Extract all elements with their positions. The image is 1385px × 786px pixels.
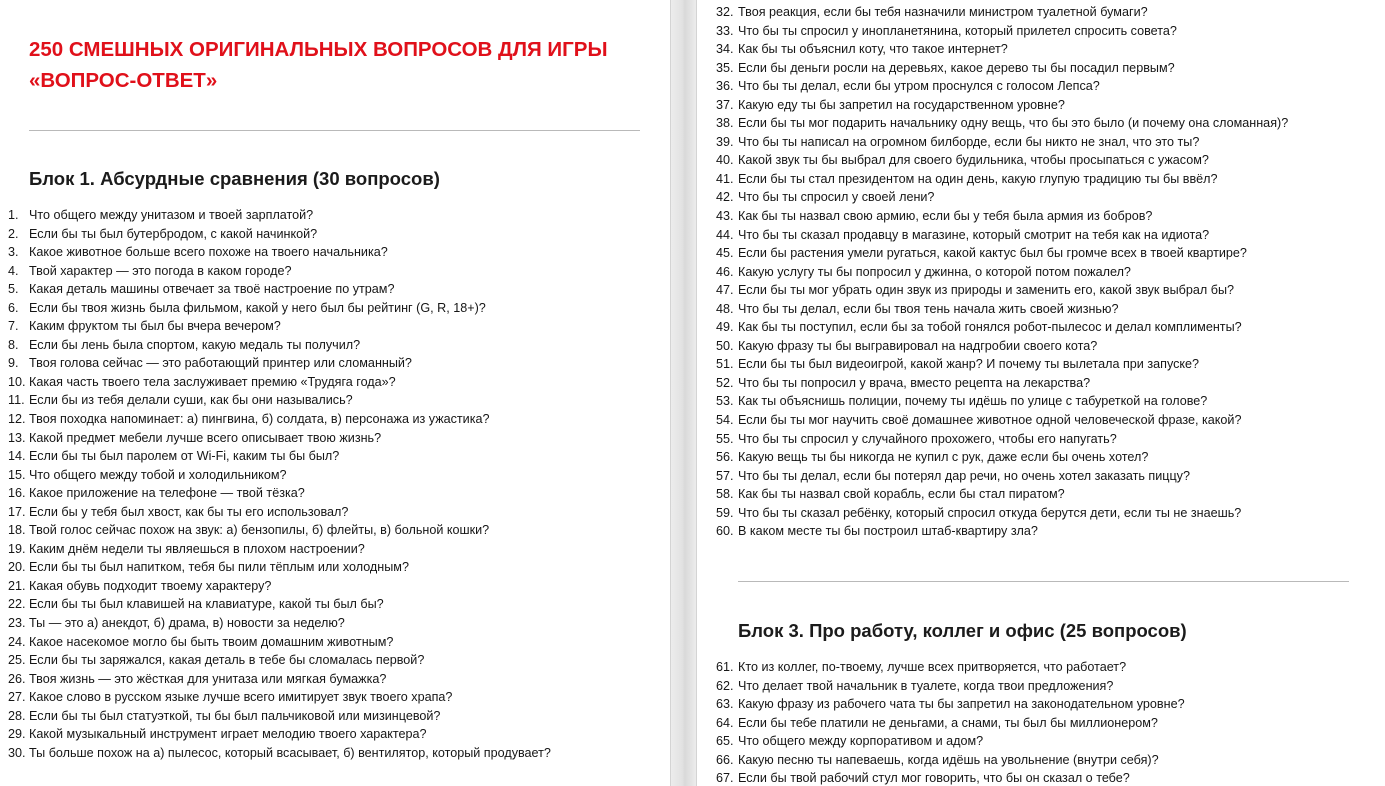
- list-item: [716, 281, 1288, 300]
- question-text: Если бы ты мог научить своё домашнее животное одной человеческой фразе, какой?: [738, 413, 1242, 428]
- question-text: Что бы ты делал, если бы твоя тень начала жить своей жизнью?: [738, 301, 1119, 316]
- list-item: [716, 300, 1288, 319]
- question-number: 43.: [716, 209, 734, 224]
- question-number: 34.: [716, 42, 734, 57]
- question-number: 4.: [8, 263, 19, 278]
- question-number: 48.: [716, 301, 734, 316]
- list-item: [716, 22, 1288, 41]
- question-number: 44.: [716, 227, 734, 242]
- list-item: [716, 751, 1185, 770]
- question-text: Что общего между унитазом и твоей зарплатой?: [29, 208, 314, 222]
- list-item: [8, 707, 551, 726]
- list-item: [8, 577, 551, 596]
- list-item: [716, 337, 1288, 356]
- question-text: Кто из коллег, по-твоему, лучше всех притворяется, что работает?: [738, 660, 1127, 674]
- list-item: [716, 355, 1288, 374]
- question-text: Ты больше похож на а) пылесос, который всасывает, б) вентилятор, который продувает?: [29, 745, 551, 760]
- question-number: 19.: [8, 541, 26, 556]
- question-number: 51.: [716, 357, 734, 372]
- question-number: 29.: [8, 727, 26, 742]
- question-number: 10.: [8, 374, 26, 389]
- question-text: Что бы ты делал, если бы потерял дар речи, но очень хотел заказать пиццу?: [738, 468, 1190, 483]
- question-text: Какой звук ты бы выбрал для своего будильника, чтобы просыпаться с ужасом?: [738, 153, 1209, 168]
- list-item: [716, 207, 1288, 226]
- horizontal-rule: [738, 581, 1349, 582]
- question-number: 7.: [8, 319, 19, 334]
- question-text: Какое животное больше всего похоже на твоего начальника?: [29, 245, 388, 260]
- question-text: Если бы из тебя делали суши, как бы они назывались?: [29, 393, 353, 408]
- list-item: [8, 243, 551, 262]
- question-text: Твоя голова сейчас — это работающий принтер или сломанный?: [29, 356, 412, 371]
- list-item: [8, 633, 551, 652]
- list-item: [8, 688, 551, 707]
- question-number: 64.: [716, 715, 734, 730]
- list-item: [716, 59, 1288, 78]
- question-text: Что бы ты попросил у врача, вместо рецепта на лекарства?: [738, 375, 1091, 390]
- list-item: [8, 614, 551, 633]
- question-number: 49.: [716, 320, 734, 335]
- question-number: 6.: [8, 300, 19, 315]
- question-number: 12.: [8, 412, 26, 427]
- question-text: Если бы ты стал президентом на один день, какую глупую традицию ты бы ввёл?: [738, 171, 1218, 186]
- question-text: Как бы ты объяснил коту, что такое интернет?: [738, 42, 1008, 57]
- question-number: 40.: [716, 153, 734, 168]
- question-number: 67.: [716, 771, 734, 786]
- question-number: 63.: [716, 697, 734, 712]
- list-item: [716, 226, 1288, 245]
- question-text: Что общего между корпоративом и адом?: [738, 734, 984, 749]
- question-text: Твоя реакция, если бы тебя назначили министром туалетной бумаги?: [738, 5, 1148, 19]
- question-text: Если бы ты был паролем от Wi-Fi, каким ты бы был?: [29, 449, 340, 464]
- question-text: Твой характер — это погода в каком городе?: [29, 263, 292, 278]
- question-text: Какую еду ты бы запретил на государственном уровне?: [738, 97, 1065, 112]
- list-item: [8, 280, 551, 299]
- question-number: 62.: [716, 678, 734, 693]
- question-number: 26.: [8, 671, 26, 686]
- list-item: [716, 522, 1288, 541]
- question-number: 24.: [8, 634, 26, 649]
- question-number: 41.: [716, 171, 734, 186]
- question-text: Какая часть твоего тела заслуживает премию «Трудяга года»?: [29, 374, 396, 389]
- document-title-line-1: 250 СМЕШНЫХ ОРИГИНАЛЬНЫХ ВОПРОСОВ ДЛЯ ИГРЫ: [29, 38, 608, 61]
- list-item: [8, 503, 551, 522]
- list-item: [8, 595, 551, 614]
- question-number: 20.: [8, 560, 26, 575]
- list-item: [716, 96, 1288, 115]
- list-item: [716, 769, 1185, 786]
- list-item: [716, 374, 1288, 393]
- question-text: Если бы ты заряжался, какая деталь в тебе бы сломалась первой?: [29, 653, 425, 668]
- list-item: [716, 430, 1288, 449]
- question-text: Если бы ты был видеоигрой, какой жанр? И почему ты вылетала при запуске?: [738, 357, 1200, 372]
- list-item: [716, 467, 1288, 486]
- question-text: Если бы ты был напитком, тебя бы пили тёплым или холодным?: [29, 560, 409, 575]
- page-gutter: [670, 0, 697, 786]
- question-number: 39.: [716, 134, 734, 149]
- question-number: 28.: [8, 708, 26, 723]
- question-number: 9.: [8, 356, 19, 371]
- question-number: 47.: [716, 283, 734, 298]
- question-text: Если бы твой рабочий стул мог говорить, что бы он сказал о тебе?: [738, 771, 1130, 786]
- question-number: 14.: [8, 449, 26, 464]
- question-text: Твоя жизнь — это жёсткая для унитаза или мягкая бумажка?: [29, 671, 387, 686]
- list-item: [716, 392, 1288, 411]
- question-text: Если бы тебе платили не деньгами, а снами, ты был бы миллионером?: [738, 715, 1158, 730]
- list-item: [716, 504, 1288, 523]
- question-text: Какую фразу из рабочего чата ты бы запретил на законодательном уровне?: [738, 697, 1185, 712]
- question-number: 55.: [716, 431, 734, 446]
- question-number: 42.: [716, 190, 734, 205]
- question-number: 46.: [716, 264, 734, 279]
- list-item: [8, 651, 551, 670]
- question-text: Если бы ты был статуэткой, ты бы был пальчиковой или мизинцевой?: [29, 708, 441, 723]
- question-text: Если бы твоя жизнь была фильмом, какой у него был бы рейтинг (G, R, 18+)?: [29, 300, 486, 315]
- question-number: 36.: [716, 79, 734, 94]
- document-page-left: [0, 0, 670, 786]
- question-text: Что общего между тобой и холодильником?: [29, 467, 287, 482]
- question-text: Твоя походка напоминает: а) пингвина, б) солдата, в) персонажа из ужастика?: [29, 412, 490, 427]
- question-number: 61.: [716, 660, 734, 674]
- list-item: [716, 263, 1288, 282]
- question-number: 35.: [716, 60, 734, 75]
- question-text: Как бы ты назвал свой корабль, если бы стал пиратом?: [738, 487, 1065, 502]
- list-item: [8, 744, 551, 763]
- question-number: 11.: [8, 393, 25, 408]
- list-item: [716, 695, 1185, 714]
- question-text: Если бы ты мог подарить начальнику одну вещь, что бы это было (и почему она сломанная)?: [738, 116, 1289, 131]
- question-text: Если бы деньги росли на деревьях, какое дерево ты бы посадил первым?: [738, 60, 1175, 75]
- question-text: Какую вещь ты бы никогда не купил с рук, даже если бы очень хотел?: [738, 450, 1149, 465]
- question-number: 17.: [8, 504, 26, 519]
- question-number: 1.: [8, 208, 19, 222]
- block-3-question-list: [716, 658, 1185, 786]
- question-text: Какое приложение на телефоне — твой тёзка?: [29, 486, 305, 501]
- question-number: 50.: [716, 338, 734, 353]
- question-text: Какое насекомое могло бы быть твоим домашним животным?: [29, 634, 394, 649]
- list-item: [716, 3, 1288, 22]
- question-number: 15.: [8, 467, 26, 482]
- question-text: Если бы у тебя был хвост, как бы ты его использовал?: [29, 504, 349, 519]
- list-item: [8, 354, 551, 373]
- document-title: [29, 34, 649, 96]
- question-number: 13.: [8, 430, 26, 445]
- list-item: [8, 484, 551, 503]
- list-item: [8, 670, 551, 689]
- question-number: 22.: [8, 597, 26, 612]
- list-item: [8, 391, 551, 410]
- list-item: [716, 732, 1185, 751]
- list-item: [716, 485, 1288, 504]
- question-text: Если бы ты был бутербродом, с какой начинкой?: [29, 226, 318, 241]
- question-text: Какую песню ты напеваешь, когда идёшь на увольнение (внутри себя)?: [738, 752, 1159, 767]
- list-item: [8, 317, 551, 336]
- list-item: [716, 244, 1288, 263]
- question-text: Твой голос сейчас похож на звук: а) бензопилы, б) флейты, в) больной кошки?: [29, 523, 490, 538]
- question-text: Какую услугу ты бы попросил у джинна, о которой потом пожалел?: [738, 264, 1131, 279]
- list-item: [8, 447, 551, 466]
- list-item: [716, 170, 1288, 189]
- list-item: [8, 466, 551, 485]
- question-text: Что делает твой начальник в туалете, когда твои предложения?: [738, 678, 1114, 693]
- list-item: [8, 373, 551, 392]
- block-2-question-list: [716, 3, 1288, 541]
- list-item: [8, 540, 551, 559]
- question-text: Каким днём недели ты являешься в плохом настроении?: [29, 541, 365, 556]
- list-item: [8, 725, 551, 744]
- question-number: 53.: [716, 394, 734, 409]
- list-item: [8, 429, 551, 448]
- list-item: [716, 677, 1185, 696]
- question-number: 27.: [8, 690, 26, 705]
- question-number: 60.: [716, 524, 734, 539]
- question-number: 56.: [716, 450, 734, 465]
- document-title-line-2: «ВОПРОС-ОТВЕТ»: [29, 69, 218, 92]
- question-text: Как бы ты назвал свою армию, если бы у тебя была армия из бобров?: [738, 209, 1153, 224]
- list-item: [716, 411, 1288, 430]
- list-item: [716, 114, 1288, 133]
- question-number: 33.: [716, 23, 734, 38]
- block-1-heading: Блок 1. Абсурдные сравнения (30 вопросов): [29, 168, 440, 189]
- document-page-right: [697, 0, 1385, 786]
- list-item: [716, 318, 1288, 337]
- question-number: 58.: [716, 487, 734, 502]
- question-number: 3.: [8, 245, 19, 260]
- question-number: 30.: [8, 745, 26, 760]
- question-number: 2.: [8, 226, 19, 241]
- list-item: [716, 77, 1288, 96]
- list-item: [716, 714, 1185, 733]
- question-number: 8.: [8, 337, 19, 352]
- list-item: [8, 336, 551, 355]
- question-number: 45.: [716, 246, 734, 261]
- question-text: Если бы ты был клавишей на клавиатуре, какой ты был бы?: [29, 597, 384, 612]
- block-3-heading: Блок 3. Про работу, коллег и офис (25 вопросов): [738, 620, 1187, 641]
- question-text: Какой музыкальный инструмент играет мелодию твоего характера?: [29, 727, 427, 742]
- question-text: Что бы ты сказал ребёнку, который спросил откуда берутся дети, если ты не знаешь?: [738, 505, 1242, 520]
- question-text: Какая деталь машины отвечает за твоё настроение по утрам?: [29, 282, 395, 297]
- list-item: [716, 448, 1288, 467]
- block-1-question-list: [8, 206, 551, 762]
- question-number: 38.: [716, 116, 734, 131]
- list-item: [8, 225, 551, 244]
- question-text: Что бы ты сказал продавцу в магазине, который смотрит на тебя как на идиота?: [738, 227, 1210, 242]
- question-number: 5.: [8, 282, 19, 297]
- question-number: 18.: [8, 523, 26, 538]
- question-number: 32.: [716, 5, 734, 19]
- question-text: Какой предмет мебели лучше всего описывает твою жизнь?: [29, 430, 382, 445]
- question-text: Как ты объяснишь полиции, почему ты идёшь по улице с табуреткой на голове?: [738, 394, 1208, 409]
- question-text: Если бы лень была спортом, какую медаль ты получил?: [29, 337, 361, 352]
- question-text: Как бы ты поступил, если бы за тобой гонялся робот-пылесос и делал комплименты?: [738, 320, 1242, 335]
- list-item: [716, 188, 1288, 207]
- list-item: [8, 521, 551, 540]
- question-number: 37.: [716, 97, 734, 112]
- question-number: 57.: [716, 468, 734, 483]
- question-text: Ты — это а) анекдот, б) драма, в) новости за неделю?: [29, 616, 345, 631]
- question-text: Какое слово в русском языке лучше всего имитирует звук твоего храпа?: [29, 690, 453, 705]
- question-text: Что бы ты делал, если бы утром проснулся с голосом Лепса?: [738, 79, 1100, 94]
- question-number: 52.: [716, 375, 734, 390]
- list-item: [716, 133, 1288, 152]
- question-number: 65.: [716, 734, 734, 749]
- list-item: [716, 151, 1288, 170]
- question-number: 25.: [8, 653, 26, 668]
- question-text: В каком месте ты бы построил штаб-квартиру зла?: [738, 524, 1038, 539]
- question-number: 66.: [716, 752, 734, 767]
- question-text: Какую фразу ты бы выгравировал на надгробии своего кота?: [738, 338, 1098, 353]
- question-text: Что бы ты спросил у инопланетянина, который прилетел спросить совета?: [738, 23, 1177, 38]
- horizontal-rule: [29, 130, 640, 131]
- list-item: [8, 558, 551, 577]
- list-item: [716, 658, 1185, 677]
- question-number: 21.: [8, 578, 26, 593]
- list-item: [8, 206, 551, 225]
- question-text: Если бы растения умели ругаться, какой кактус был бы громче всех в твоей квартире?: [738, 246, 1247, 261]
- list-item: [716, 40, 1288, 59]
- list-item: [8, 299, 551, 318]
- question-text: Что бы ты спросил у своей лени?: [738, 190, 935, 205]
- list-item: [8, 410, 551, 429]
- question-text: Если бы ты мог убрать один звук из природы и заменить его, какой звук выбрал бы?: [738, 283, 1235, 298]
- question-text: Что бы ты написал на огромном билборде, если бы никто не знал, что это ты?: [738, 134, 1200, 149]
- question-number: 54.: [716, 413, 734, 428]
- question-text: Какая обувь подходит твоему характеру?: [29, 578, 272, 593]
- question-number: 16.: [8, 486, 26, 501]
- question-text: Что бы ты спросил у случайного прохожего, чтобы его напугать?: [738, 431, 1117, 446]
- question-number: 59.: [716, 505, 734, 520]
- question-number: 23.: [8, 616, 26, 631]
- question-text: Каким фруктом ты был бы вчера вечером?: [29, 319, 281, 334]
- list-item: [8, 262, 551, 281]
